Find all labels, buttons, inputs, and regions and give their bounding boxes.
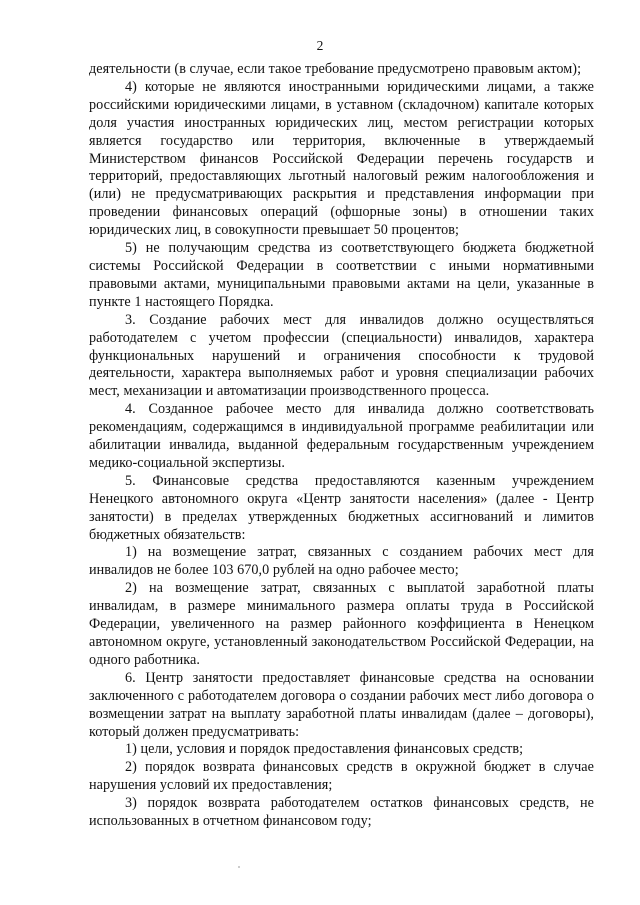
paragraph-continuation: деятельности (в случае, если такое требование предусмотрено правовым актом); <box>89 61 582 77</box>
paragraph-section-5-item-2: 2) на возмещение затрат, связанных с выплатой заработной платы инвалидам, в размере минимального размера оплаты труда в Российской Федерации, увеличенного на размер районного коэффициента в Ненецком автономном округе, установленный законодательством Российской Федерации, на одного работника. <box>89 580 594 668</box>
paragraph-section-4: 4. Созданное рабочее место для инвалида должно соответствовать рекомендациям, содержащимся в индивидуальной программе реабилитации или абилитации инвалида, выданной федеральным государственным учреждением медико-социальной экспертизы. <box>89 401 594 471</box>
paragraph-section-6-item-2: 2) порядок возврата финансовых средств в окружной бюджет в случае нарушения условий их предоставления; <box>89 759 594 794</box>
paragraph-section-5: 5. Финансовые средства предоставляются казенным учреждением Ненецкого автономного округа «Центр занятости населения» (далее - Центр занятости) в пределах утвержденных бюджетных ассигнований и лимитов бюджетных обязательств: <box>89 472 594 543</box>
document-body <box>89 61 594 831</box>
paragraph-section-5-item-1: 1) на возмещение затрат, связанных с созданием рабочих мест для инвалидов не более 103 670,0 рублей на одно рабочее место; <box>89 544 594 579</box>
paragraph-section-3: 3. Создание рабочих мест для инвалидов должно осуществляться работодателем с учетом профессии (специальности) инвалидов, характера функциональных нарушений и ограничения способности к трудовой деятельности, характера выполняемых работ и уровня специализации рабочих мест, механизации и автоматизации производственного процесса. <box>89 311 594 400</box>
paragraph-section-6: 6. Центр занятости предоставляет финансовые средства на основании заключенного с работодателем договора о создании рабочих мест либо договора о возмещении затрат на выплату заработной платы инвалидам (далее – договоры), который должен предусматривать: <box>89 669 594 740</box>
paragraph-section-6-item-3: 3) порядок возврата работодателем остатков финансовых средств, не использованных в отчетном финансовом году; <box>89 795 594 830</box>
paragraph-item-5: 5) не получающим средства из соответствующего бюджета бюджетной системы Российской Федерации в соответствии с иными нормативными правовыми актами, муниципальными правовыми актами на цели, указанные в пункте 1 настоящего Порядка. <box>89 240 594 310</box>
paragraph-section-6-item-1: 1) цели, условия и порядок предоставления финансовых средств; <box>125 741 524 758</box>
paragraph-item-4: 4) которые не являются иностранными юридическими лицами, а также российскими юридическими лицами, в уставном (складочном) капитале которых доля участия иностранных юридических лиц, местом регистрации которых является государство или территория, включенные в утверждаемый Министерством финансов Российской Федерации перечень государств и территорий, предоставляющих льготный налоговый режим налогообложения и (или) не предусматривающих раскрытия и представления информации при проведении финансовых операций (офшорные зоны) в отношении таких юридических лиц, в совокупности превышает 50 процентов; <box>89 78 594 239</box>
page-number: 2 <box>316 38 324 53</box>
scan-speck <box>238 866 240 868</box>
